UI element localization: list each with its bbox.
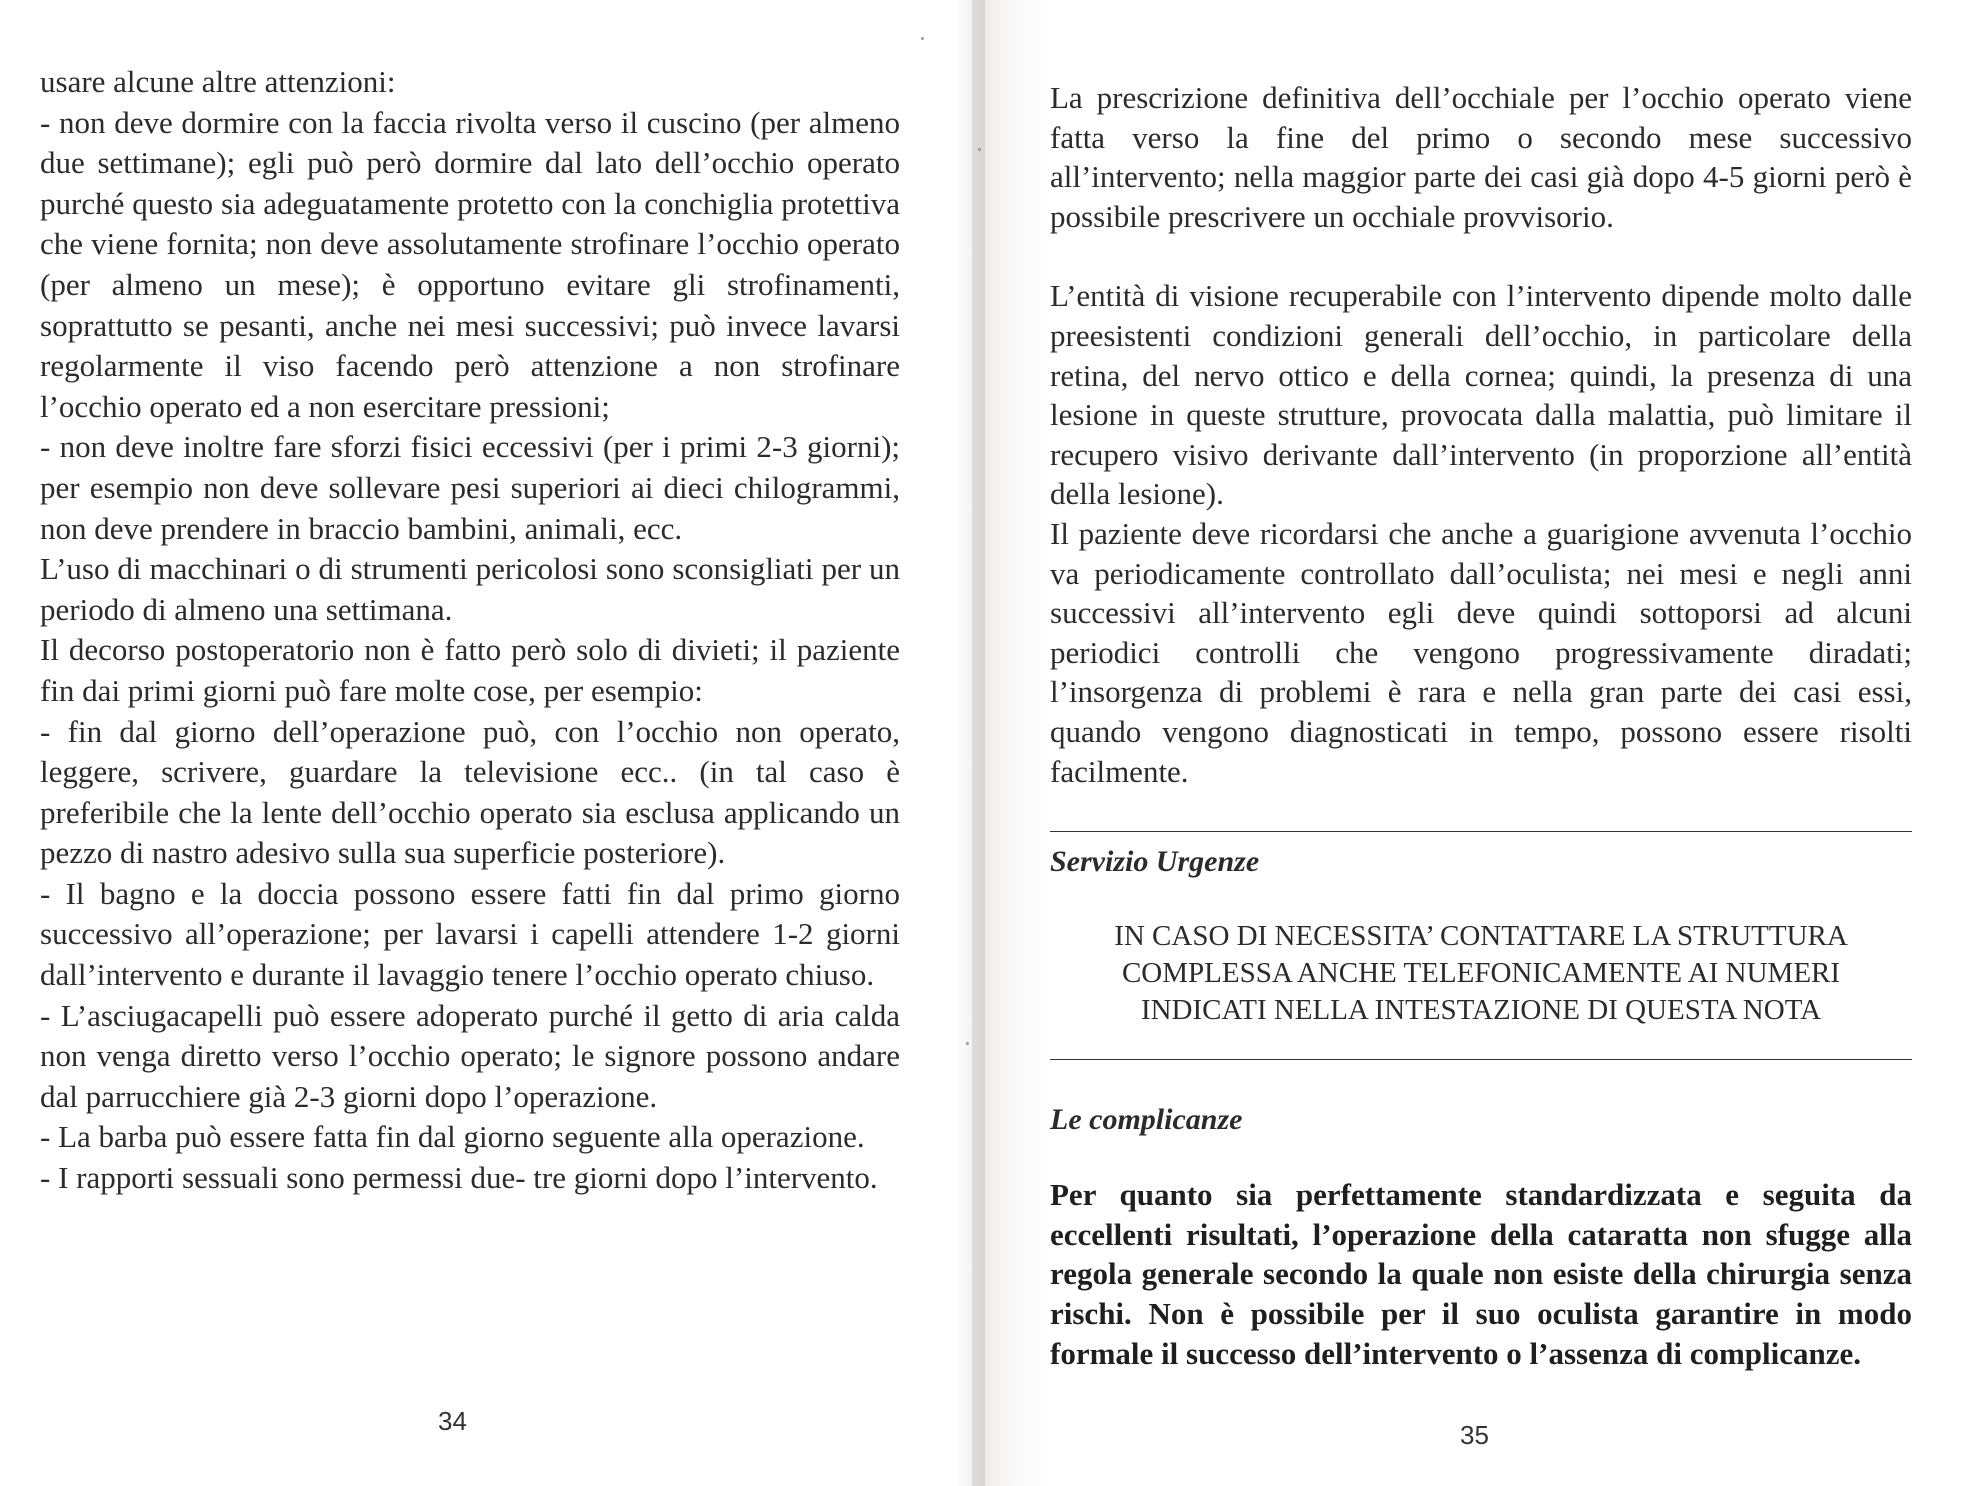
paragraph: - non deve dormire con la faccia rivolta verso il cuscino (per almeno due settimane); egli può però dormire dal lato dell’occhio operato purché questo sia adeguatamente protetto con la conchiglia protettiva che viene fornita; non deve assolutamente strofinare l’occhio operato (per almeno un mese); è opportuno evitare gli strofinamenti, soprattutto se pesanti, anche nei mesi successivi; può invece lavarsi regolarmente il viso facendo però attenzione a non strofinare l’occhio operato ed a non esercitare pressioni; [40, 104, 900, 424]
paragraph: usare alcune altre attenzioni: [40, 64, 396, 99]
paragraph: Il decorso postoperatorio non è fatto però solo di divieti; il paziente fin dai primi giorni può fare molte cose, per esempio: [40, 632, 900, 708]
section-title-complications: Le complicanze [1050, 1102, 1243, 1136]
page-number-left: 34 [438, 1406, 467, 1436]
paragraph: Il paziente deve ricordarsi che anche a guarigione avvenuta l’occhio va periodicamente controllato dall’oculista; nei mesi e negli anni successivi all’intervento egli deve quindi sottoporsi ad alcuni periodici controlli che vengono progressivamente diradati; l’insorgenza di problemi è rara e nella gran parte dei casi essi, quando vengono diagnosticati in tempo, possono essere risolti facilmente. [1050, 515, 1912, 789]
paragraph-spacer [1050, 236, 1912, 276]
page-number-right: 35 [1460, 1420, 1489, 1450]
paragraph: L’uso di macchinari o di strumenti pericolosi sono sconsigliati per un periodo di almeno una settimana. [40, 551, 900, 627]
notice-line: COMPLESSA ANCHE TELEFONICAMENTE AI NUMERI [1121, 956, 1841, 989]
paragraph: La prescrizione definitiva dell’occhiale per l’occhio operato viene fatta verso la fine del primo o secondo mese successivo all’intervento; nella maggior parte dei casi già dopo 4-5 giorni però è possibile prescrivere un occhiale provvisorio. [1050, 80, 1912, 234]
paragraph: - fin dal giorno dell’operazione può, con l’occhio non operato, leggere, scrivere, guardare la televisione ecc.. (in tal caso è preferibile che la lente dell’occhio operato sia esclusa applicando un pezzo di nastro adesivo sulla sua superficie posteriore). [40, 713, 900, 871]
book-gutter [955, 0, 985, 1486]
paragraph: - Il bagno e la doccia possono essere fatti fin dal primo giorno successivo all’operazione; per lavarsi i capelli attendere 1-2 giorni dall’intervento e durante il lavaggio tenere l’occhio operato chiuso. [40, 875, 900, 993]
paragraph: - La barba può essere fatta fin dal giorno seguente alla operazione. [40, 1119, 865, 1155]
notice-line: INDICATI NELLA INTESTAZIONE DI QUESTA NOTA [1140, 993, 1822, 1026]
paragraph: - L’asciugacapelli può essere adoperato purché il getto di aria calda non venga diretto verso l’occhio operato; le signore possono andare dal parrucchiere già 2-3 giorni dopo l’operazione. [40, 997, 900, 1114]
urgent-notice [1090, 918, 1872, 1029]
divider-top [1050, 831, 1912, 832]
scan-speck [978, 148, 981, 151]
paragraph: L’entità di visione recuperabile con l’intervento dipende molto dalle preesistenti condizioni generali dell’occhio, in particolare della retina, del nervo ottico e della cornea; quindi, la presenza di una lesione in queste strutture, provocata dalla malattia, può limitare il recupero visivo derivante dall’intervento (in proporzione all’entità della lesione). [1050, 278, 1912, 512]
paragraph: - non deve inoltre fare sforzi fisici eccessivi (per i primi 2-3 giorni); per esempio non deve sollevare pesi superiori ai dieci chilogrammi, non deve prendere in braccio bambini, animali, ecc. [40, 429, 900, 546]
scan-speck [966, 1042, 969, 1045]
divider-bottom [1050, 1059, 1912, 1060]
right-page-text [1050, 78, 1912, 1373]
notice-line: IN CASO DI NECESSITA’ CONTATTARE LA STRUTTURA [1114, 919, 1848, 952]
paragraph: - I rapporti sessuali sono permessi due- tre giorni dopo l’intervento. [40, 1160, 878, 1196]
section-title-urgent: Servizio Urgenze [1050, 845, 1260, 879]
scan-speck [921, 37, 924, 40]
complications-text: Per quanto sia perfettamente standardizzata e seguita da eccellenti risultati, l’operazione della cataratta non sfugge alla regola generale secondo la quale non esiste della chirurgia senza rischi. Non è possibile per il suo oculista garantire in modo formale il successo dell’intervento o l’assenza di complicanze. [1050, 1177, 1912, 1371]
left-page-text [40, 62, 900, 1199]
